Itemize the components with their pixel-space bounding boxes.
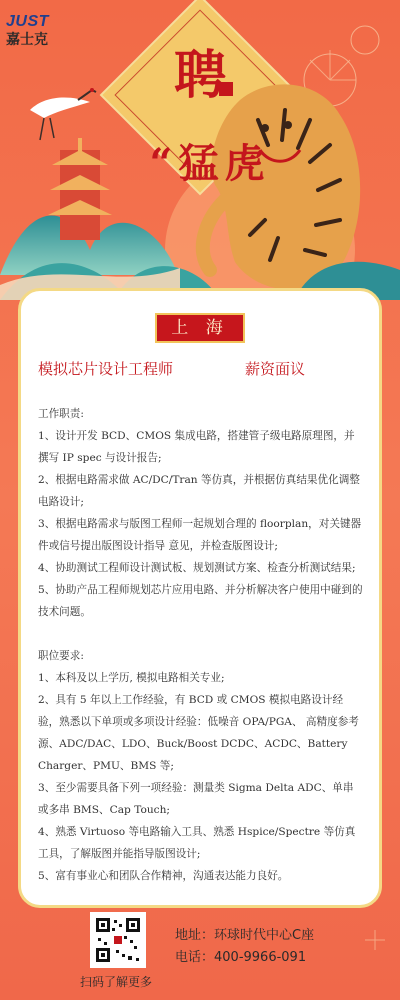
address-text: 地址：环球时代中心C座 xyxy=(175,928,315,943)
contact-info xyxy=(175,925,314,969)
qr-code[interactable] xyxy=(90,912,146,968)
job-title: 模拟芯片设计工程师 xyxy=(38,360,174,378)
duty-item: 5、协助产品工程师规划芯片应用电路、并分析解决客户使用中碰到的技术问题。 xyxy=(38,584,363,618)
city-badge: 上 海 xyxy=(155,313,245,343)
duty-item: 2、根据电路需求做 AC/DC/Tran 等仿真，并根据仿真结果优化调整电路设计; xyxy=(38,474,360,508)
requirement-item: 1、本科及以上学历, 模拟电路相关专业; xyxy=(38,672,225,684)
requirements-heading: 职位要求: xyxy=(38,650,84,662)
hero-title-bottom: “猛虎 xyxy=(149,140,271,187)
phone-text: 电话：400-9966-091 xyxy=(175,950,307,965)
duties-heading: 工作职责: xyxy=(38,408,84,420)
qr-caption: 扫码了解更多 xyxy=(80,975,153,989)
salary-label: 薪资面议 xyxy=(245,360,306,378)
requirement-item: 5、富有事业心和团队合作精神，沟通表达能力良好。 xyxy=(38,870,289,882)
duty-item: 4、协助测试工程师设计测试板、规划测试方案、检查分析测试结果; xyxy=(38,562,356,574)
spacer xyxy=(38,623,364,645)
hero-title-top: 聘 xyxy=(173,45,226,106)
requirement-item: 4、熟悉 Virtuoso 等电路输入工具、熟悉 Hspice/Spectre 等仿真工具，了解版图并能指导版图设计; xyxy=(38,826,356,860)
qr-code-icon xyxy=(94,916,142,964)
requirement-item: 3、至少需要具备下列一项经验：测量类 Sigma Delta ADC、单串或多串 BMS、Cap Touch; xyxy=(38,782,354,816)
duty-item: 1、设计开发 BCD、CMOS 集成电路，搭建管子级电路原理图，并撰写 IP spec 与设计报告; xyxy=(38,430,355,464)
brand-logo xyxy=(6,14,49,48)
requirement-item: 2、具有 5 年以上工作经验，有 BCD 或 CMOS 模拟电路设计经验，熟悉以下单项或多项设计经验：低噪音 OPA/PGA、 高精度参考源、ADC/DAC、LDO、Buck/Boost DCDC、ACDC、Battery Charger、PMU、BMS 等; xyxy=(38,694,359,772)
duty-item: 3、根据电路需求与版图工程师一起规划合理的 floorplan，对关键器件或信号提出版图设计指导 意见，并检查版图设计; xyxy=(38,518,362,552)
logo-text-cn: 嘉士克 xyxy=(6,32,48,48)
logo-text: JUST xyxy=(6,13,49,30)
job-description xyxy=(38,403,364,887)
